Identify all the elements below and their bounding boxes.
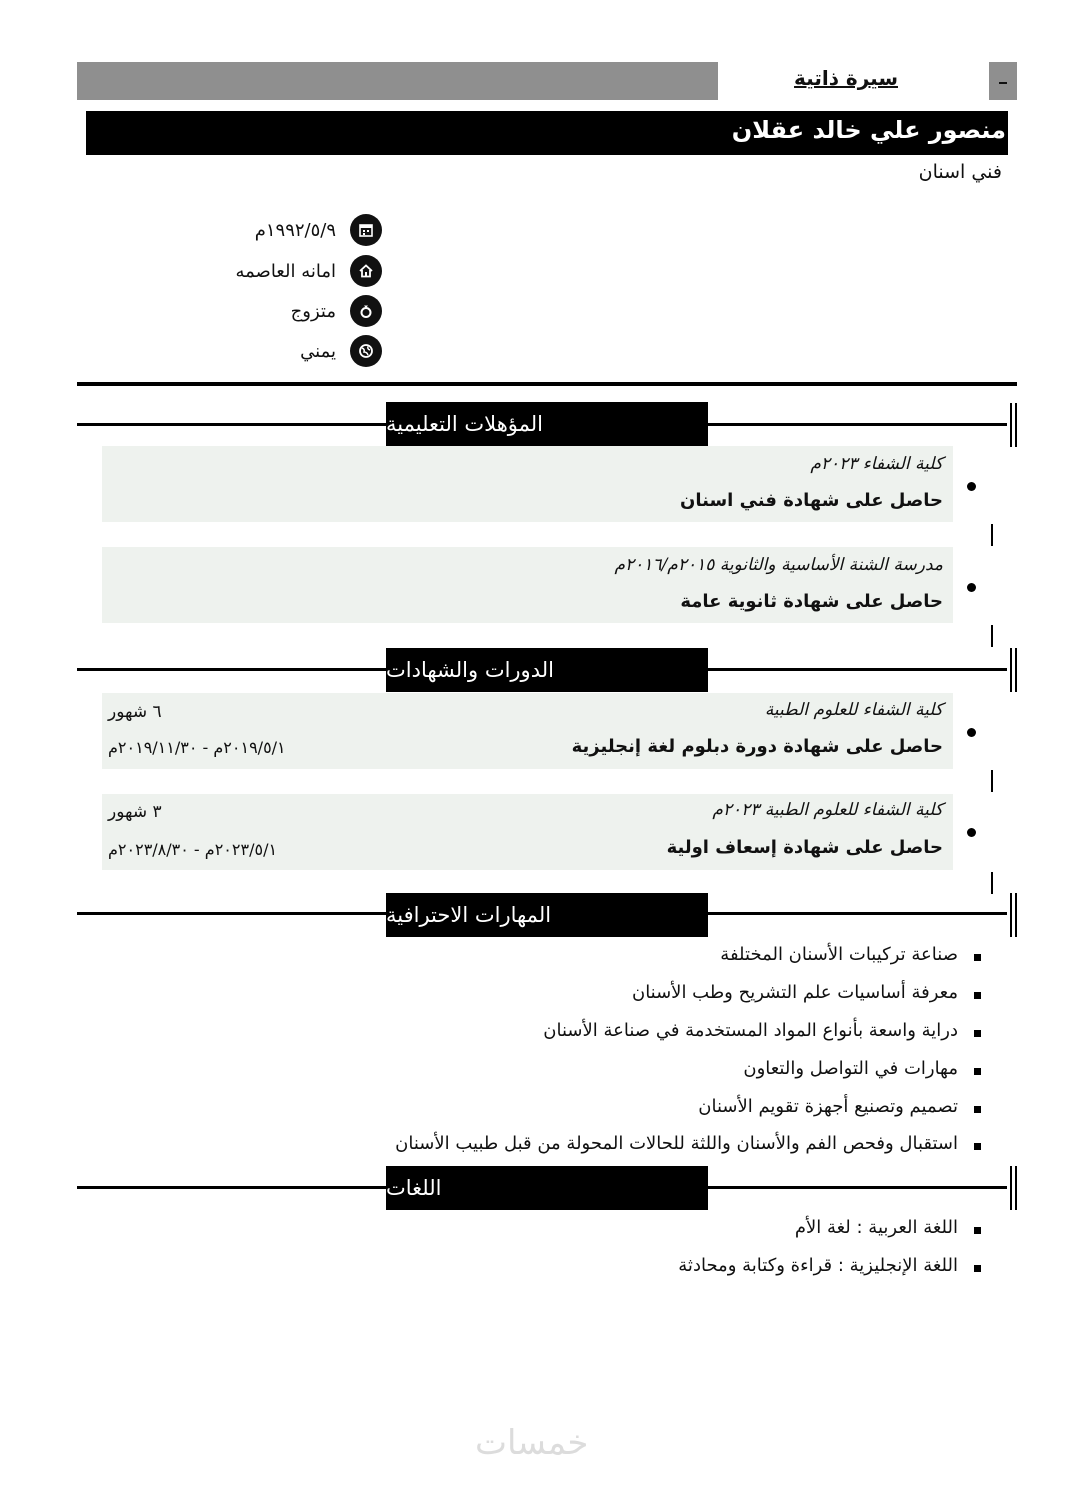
list-bullet	[974, 1143, 981, 1150]
timeline-tick	[991, 524, 993, 546]
language-item: اللغة العربية : لغة الأم	[794, 1217, 958, 1238]
info-birthdate	[255, 215, 382, 245]
watermark-logo: خمسات	[475, 1423, 589, 1463]
section-edge-line	[1010, 893, 1012, 937]
section-edge-line	[1015, 648, 1017, 692]
list-bullet	[974, 1227, 981, 1234]
list-bullet	[974, 1265, 981, 1272]
section-edge-line	[1010, 1166, 1012, 1210]
course-duration: ٣ شهور	[108, 802, 162, 822]
education-school: كلية الشفاء ٢٠٢٣م	[810, 454, 943, 474]
course-dates: ٢٠٢٣/٥/١م - ٢٠٢٣/٨/٣٠م	[108, 840, 278, 859]
course-school: كلية الشفاء للعلوم الطبية	[764, 700, 943, 720]
header-gray-bar	[77, 62, 718, 100]
skill-item: استقبال وفحص الفم والأسنان واللثة للحالات المحولة من قبل طبيب الأسنان	[395, 1133, 958, 1154]
course-desc: حاصل على شهادة دورة دبلوم لغة إنجليزية	[571, 736, 943, 757]
section-title-education: المؤهلات التعليمية	[386, 412, 543, 436]
course-school: كلية الشفاء للعلوم الطبية ٢٠٢٣م	[712, 800, 943, 820]
info-address	[235, 256, 382, 286]
course-desc: حاصل على شهادة إسعاف اولية	[666, 837, 943, 858]
course-dates: ٢٠١٩/٥/١م - ٢٠١٩/١١/٣٠م	[108, 738, 286, 757]
bullet-dot	[967, 828, 976, 837]
section-title-languages: اللغات	[386, 1176, 442, 1200]
skill-item: معرفة أساسيات علم التشريح وطب الأسنان	[631, 982, 958, 1003]
document-title: سيرة ذاتية	[794, 66, 898, 90]
section-edge-line	[1010, 648, 1012, 692]
bullet-dot	[967, 728, 976, 737]
header-corner-block	[989, 62, 1017, 100]
info-marital-status	[291, 296, 382, 326]
timeline-tick	[991, 770, 993, 792]
list-bullet	[974, 1106, 981, 1113]
skill-item: مهارات في التواصل والتعاون	[743, 1058, 958, 1079]
divider	[77, 382, 1017, 386]
language-item: اللغة الإنجليزية : قراءة وكتابة ومحادثة	[678, 1255, 958, 1276]
skill-item: تصميم وتصنيع أجهزة تقويم الأسنان	[698, 1096, 958, 1117]
ring-icon	[350, 295, 382, 327]
globe-icon	[350, 335, 382, 367]
birthdate-text: ١٩٩٢/٥/٩م	[254, 219, 336, 241]
calendar-icon	[350, 214, 382, 246]
education-school: مدرسة الشنة الأساسية والثانوية ٢٠١٥م/٢٠١٦م	[614, 555, 943, 575]
section-title-skills: المهارات الاحترافية	[386, 903, 552, 927]
section-edge-line	[1010, 403, 1012, 447]
section-title-courses: الدورات والشهادات	[386, 658, 554, 682]
bullet-dot	[967, 583, 976, 592]
education-desc: حاصل على شهادة ثانوية عامة	[680, 591, 943, 612]
section-edge-line	[1015, 893, 1017, 937]
list-bullet	[974, 1030, 981, 1037]
course-duration: ٦ شهور	[108, 702, 162, 722]
home-icon	[350, 255, 382, 287]
skill-item: دراية واسعة بأنواع المواد المستخدمة في صناعة الأسنان	[543, 1020, 958, 1041]
nationality-text: يمني	[300, 340, 336, 362]
info-nationality	[300, 336, 382, 366]
section-edge-line	[1015, 403, 1017, 447]
education-desc: حاصل على شهادة فني اسنان	[679, 490, 943, 511]
list-bullet	[974, 992, 981, 999]
skill-item: صناعة تركيبات الأسنان المختلفة	[720, 944, 958, 965]
timeline-tick	[991, 625, 993, 647]
list-bullet	[974, 1068, 981, 1075]
full-name: منصور علي خالد عقلان	[731, 116, 1006, 144]
timeline-tick	[991, 872, 993, 894]
address-text: امانه العاصمه	[235, 260, 336, 282]
job-title: فني اسنان	[918, 161, 1002, 183]
list-bullet	[974, 954, 981, 961]
header-dash	[999, 82, 1007, 84]
bullet-dot	[967, 482, 976, 491]
marital-status-text: متزوج	[290, 300, 336, 322]
section-edge-line	[1015, 1166, 1017, 1210]
